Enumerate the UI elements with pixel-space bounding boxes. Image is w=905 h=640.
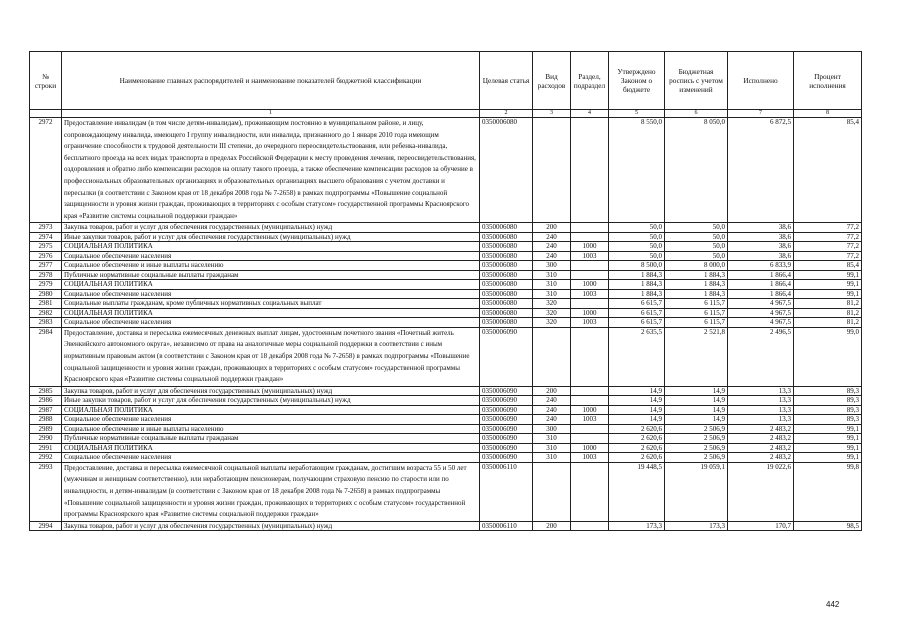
row-approved: 14,9	[609, 415, 665, 425]
row-number: 2982	[30, 308, 62, 318]
row-budget-roster: 6 115,7	[665, 299, 728, 309]
header-approved: Утверждено Законом о бюджете	[609, 52, 665, 110]
row-name: Публичные нормативные социальные выплаты гражданам	[62, 434, 480, 444]
row-section: 1000	[571, 308, 609, 318]
row-percent: 81,2	[794, 318, 862, 328]
row-section: 1003	[571, 453, 609, 463]
row-approved: 14,9	[609, 396, 665, 406]
row-number: 2980	[30, 289, 62, 299]
row-expense-type: 240	[533, 396, 571, 406]
row-percent: 89,3	[794, 405, 862, 415]
row-name: Закупка товаров, работ и услуг для обеспечения государственных (муниципальных) нужд	[62, 386, 480, 396]
row-section	[571, 299, 609, 309]
row-executed: 170,7	[728, 521, 794, 531]
row-section: 1003	[571, 251, 609, 261]
row-approved: 50,0	[609, 232, 665, 242]
row-approved: 6 615,7	[609, 318, 665, 328]
row-expense-type	[533, 462, 571, 521]
row-executed: 1 866,4	[728, 270, 794, 280]
row-executed: 4 967,5	[728, 318, 794, 328]
row-number: 2983	[30, 318, 62, 328]
table-row	[30, 118, 862, 223]
row-target-article: 0350006090	[480, 327, 533, 386]
row-budget-roster: 50,0	[665, 232, 728, 242]
row-approved: 173,3	[609, 521, 665, 531]
row-approved: 1 884,3	[609, 289, 665, 299]
row-approved: 2 620,6	[609, 453, 665, 463]
row-budget-roster: 2 506,9	[665, 424, 728, 434]
row-number: 2984	[30, 327, 62, 386]
table-row	[30, 261, 862, 271]
row-name: Иные закупки товаров, работ и услуг для обеспечения государственных (муниципальных) нужд	[62, 396, 480, 406]
row-executed: 2 483,2	[728, 424, 794, 434]
row-budget-roster: 8 050,0	[665, 118, 728, 223]
table-row	[30, 280, 862, 290]
row-executed: 6 872,5	[728, 118, 794, 223]
column-number: 1	[62, 110, 480, 118]
row-number: 2985	[30, 386, 62, 396]
row-target-article: 0350006110	[480, 521, 533, 531]
row-name: Предоставление, доставка и пересылка ежемесячных денежных выплат лицам, удостоенным почетного звания «Почетный житель Эвенкийского автономного округа», независимо от права на аналогичные меры социальной поддержки в соответствии с иным нормативным правовым актом (в соответствии с Законом края от 18 декабря 2008 года № 7-2658) в рамках подпрограммы «Повышение социальной защищенности и уровня жизни граждан, проживающих в территориях с особым статусом» государственной программы Красноярского края «Развитие системы социальной поддержки граждан»	[62, 327, 480, 386]
row-budget-roster: 2 506,9	[665, 434, 728, 444]
row-number: 2986	[30, 396, 62, 406]
row-section: 1000	[571, 242, 609, 252]
row-expense-type: 200	[533, 223, 571, 233]
row-approved: 8 550,0	[609, 118, 665, 223]
row-expense-type: 200	[533, 521, 571, 531]
row-percent: 81,2	[794, 308, 862, 318]
row-expense-type: 320	[533, 318, 571, 328]
row-number: 2975	[30, 242, 62, 252]
row-approved: 19 448,5	[609, 462, 665, 521]
row-name: СОЦИАЛЬНАЯ ПОЛИТИКА	[62, 443, 480, 453]
row-executed: 2 483,2	[728, 453, 794, 463]
header-section: Раздел, подраздел	[571, 52, 609, 110]
row-expense-type	[533, 327, 571, 386]
row-executed: 6 833,9	[728, 261, 794, 271]
table-row	[30, 251, 862, 261]
row-expense-type: 240	[533, 405, 571, 415]
row-target-article: 0350006080	[480, 318, 533, 328]
row-target-article: 0350006080	[480, 270, 533, 280]
row-number: 2990	[30, 434, 62, 444]
row-name: Социальное обеспечение и иные выплаты населению	[62, 424, 480, 434]
row-target-article: 0350006090	[480, 415, 533, 425]
row-executed: 19 022,6	[728, 462, 794, 521]
row-expense-type: 310	[533, 434, 571, 444]
row-section	[571, 434, 609, 444]
table-row	[30, 318, 862, 328]
row-percent: 89,3	[794, 396, 862, 406]
row-expense-type	[533, 118, 571, 223]
row-name: Социальное обеспечение и иные выплаты населению	[62, 261, 480, 271]
row-executed: 1 866,4	[728, 280, 794, 290]
table-row	[30, 434, 862, 444]
row-number: 2974	[30, 232, 62, 242]
row-executed: 13,3	[728, 415, 794, 425]
row-percent: 99,8	[794, 462, 862, 521]
column-number: 7	[728, 110, 794, 118]
row-target-article: 0350006080	[480, 242, 533, 252]
row-number: 2993	[30, 462, 62, 521]
row-number: 2976	[30, 251, 62, 261]
row-expense-type: 320	[533, 299, 571, 309]
row-section	[571, 232, 609, 242]
row-percent: 98,5	[794, 521, 862, 531]
row-budget-roster: 14,9	[665, 415, 728, 425]
row-section	[571, 386, 609, 396]
row-expense-type: 310	[533, 453, 571, 463]
row-target-article: 0350006090	[480, 453, 533, 463]
column-number: 2	[480, 110, 533, 118]
row-section	[571, 118, 609, 223]
row-percent: 99,1	[794, 270, 862, 280]
row-name: Публичные нормативные социальные выплаты гражданам	[62, 270, 480, 280]
row-target-article: 0350006090	[480, 443, 533, 453]
row-number: 2994	[30, 521, 62, 531]
row-section: 1003	[571, 318, 609, 328]
table-row	[30, 462, 862, 521]
row-section	[571, 396, 609, 406]
row-expense-type: 300	[533, 424, 571, 434]
row-approved: 50,0	[609, 251, 665, 261]
row-approved: 1 884,3	[609, 270, 665, 280]
column-number: 3	[533, 110, 571, 118]
row-budget-roster: 8 000,0	[665, 261, 728, 271]
row-number: 2972	[30, 118, 62, 223]
table-row	[30, 299, 862, 309]
row-section	[571, 327, 609, 386]
row-name: Социальные выплаты гражданам, кроме публичных нормативных социальных выплат	[62, 299, 480, 309]
row-section: 1000	[571, 405, 609, 415]
page-number: 442	[826, 600, 840, 609]
row-approved: 1 884,3	[609, 280, 665, 290]
row-target-article: 0350006090	[480, 405, 533, 415]
row-expense-type: 320	[533, 308, 571, 318]
row-approved: 2 620,6	[609, 443, 665, 453]
row-section	[571, 270, 609, 280]
row-number: 2977	[30, 261, 62, 271]
header-row	[30, 52, 862, 110]
table-body	[30, 118, 862, 531]
row-percent: 77,2	[794, 232, 862, 242]
row-approved: 2 620,6	[609, 424, 665, 434]
row-name: Социальное обеспечение населения	[62, 289, 480, 299]
row-percent: 99,0	[794, 327, 862, 386]
row-expense-type: 310	[533, 443, 571, 453]
row-percent: 89,3	[794, 386, 862, 396]
row-name: Предоставление инвалидам (в том числе детям-инвалидам), проживающим постоянно в муниципальном районе, и лицу, сопровождающему инвалида, имеющего I группу инвалидности, или инвалида, признанного до 1 января 2010 года имеющим ограничение способности к трудовой деятельности III степени, до очередного переосвидетельствования, или ребенка-инвалида, бесплатного проезда на всех видах транспорта в пределах Российской Федерации к месту проведения лечения, переосвидетельствования, оздоровления и обратно либо компенсации расходов на оплату такого проезда, а также обеспечение компенсации расходов за обучение в профессиональных образовательных организациях и образовательных организациях высшего образования с учетом доставки и пересылки (в соответствии с Законом края от 18 декабря 2008 года № 7-2658) в рамках подпрограммы «Повышение социальной защищенности и уровня жизни граждан, проживающих в территориях с особым статусом» государственной программы Красноярского края «Развитие системы социальной поддержки граждан»	[62, 118, 480, 223]
column-number-row	[30, 110, 862, 118]
row-percent: 89,3	[794, 415, 862, 425]
row-name: Закупка товаров, работ и услуг для обеспечения государственных (муниципальных) нужд	[62, 223, 480, 233]
row-expense-type: 240	[533, 251, 571, 261]
table-row	[30, 223, 862, 233]
row-section: 1003	[571, 289, 609, 299]
row-target-article: 0350006090	[480, 424, 533, 434]
row-name: Иные закупки товаров, работ и услуг для обеспечения государственных (муниципальных) нужд	[62, 232, 480, 242]
row-number: 2979	[30, 280, 62, 290]
row-approved: 14,9	[609, 405, 665, 415]
row-budget-roster: 173,3	[665, 521, 728, 531]
row-expense-type: 240	[533, 415, 571, 425]
table-row	[30, 396, 862, 406]
table-row	[30, 453, 862, 463]
row-expense-type: 310	[533, 270, 571, 280]
row-percent: 77,2	[794, 223, 862, 233]
row-number: 2992	[30, 453, 62, 463]
row-number: 2978	[30, 270, 62, 280]
column-number: 4	[571, 110, 609, 118]
row-executed: 4 967,5	[728, 299, 794, 309]
row-expense-type: 240	[533, 232, 571, 242]
row-section	[571, 462, 609, 521]
row-section	[571, 223, 609, 233]
row-section: 1000	[571, 443, 609, 453]
row-name: Социальное обеспечение населения	[62, 318, 480, 328]
row-target-article: 0350006080	[480, 232, 533, 242]
row-budget-roster: 19 059,1	[665, 462, 728, 521]
row-approved: 2 620,6	[609, 434, 665, 444]
column-number: 8	[794, 110, 862, 118]
table-row	[30, 308, 862, 318]
row-approved: 8 500,0	[609, 261, 665, 271]
row-budget-roster: 1 884,3	[665, 280, 728, 290]
row-executed: 38,6	[728, 242, 794, 252]
row-percent: 77,2	[794, 242, 862, 252]
row-executed: 1 866,4	[728, 289, 794, 299]
row-name: Предоставление, доставка и пересылка ежемесячной социальной выплаты неработающим гражданам, достигшим возраста 55 и 50 лет (мужчинам и женщинам соответственно), или неработающим пенсионерам, получающим страховую пенсию по старости или по инвалидности, и детям-инвалидам (в соответствии с Законом края от 18 декабря 2008 года № 7-2658) в рамках подпрограммы «Повышение социальной защищенности и уровня жизни граждан, проживающих в территориях с особым статусом» государственной программы Красноярского края «Развитие системы социальной поддержки граждан»	[62, 462, 480, 521]
row-expense-type: 240	[533, 242, 571, 252]
row-number: 2991	[30, 443, 62, 453]
budget-table-container	[29, 51, 861, 531]
row-section	[571, 521, 609, 531]
header-target-article: Целевая статья	[480, 52, 533, 110]
header-row-number: № строки	[30, 52, 62, 110]
row-budget-roster: 1 884,3	[665, 289, 728, 299]
row-executed: 2 483,2	[728, 434, 794, 444]
row-section: 1003	[571, 415, 609, 425]
header-budget-roster: Бюджетная роспись с учетом изменений	[665, 52, 728, 110]
row-percent: 85,4	[794, 261, 862, 271]
row-target-article: 0350006080	[480, 118, 533, 223]
row-approved: 2 635,5	[609, 327, 665, 386]
table-row	[30, 232, 862, 242]
row-approved: 50,0	[609, 223, 665, 233]
table-row	[30, 242, 862, 252]
row-budget-roster: 6 115,7	[665, 318, 728, 328]
row-approved: 50,0	[609, 242, 665, 252]
row-number: 2981	[30, 299, 62, 309]
budget-execution-table	[29, 51, 862, 531]
table-row	[30, 424, 862, 434]
row-percent: 99,1	[794, 280, 862, 290]
row-target-article: 0350006080	[480, 261, 533, 271]
row-budget-roster: 50,0	[665, 223, 728, 233]
row-target-article: 0350006080	[480, 251, 533, 261]
row-executed: 13,3	[728, 396, 794, 406]
row-budget-roster: 50,0	[665, 251, 728, 261]
header-percent: Процент исполнения	[794, 52, 862, 110]
row-percent: 81,2	[794, 299, 862, 309]
row-executed: 2 496,5	[728, 327, 794, 386]
row-percent: 77,2	[794, 251, 862, 261]
table-row	[30, 289, 862, 299]
row-percent: 99,1	[794, 289, 862, 299]
row-name: Закупка товаров, работ и услуг для обеспечения государственных (муниципальных) нужд	[62, 521, 480, 531]
row-budget-roster: 14,9	[665, 386, 728, 396]
row-target-article: 0350006080	[480, 308, 533, 318]
row-number: 2973	[30, 223, 62, 233]
row-expense-type: 200	[533, 386, 571, 396]
table-row	[30, 443, 862, 453]
table-row	[30, 327, 862, 386]
row-executed: 13,3	[728, 405, 794, 415]
row-name: СОЦИАЛЬНАЯ ПОЛИТИКА	[62, 405, 480, 415]
row-target-article: 0350006110	[480, 462, 533, 521]
row-percent: 99,1	[794, 424, 862, 434]
row-expense-type: 310	[533, 289, 571, 299]
header-name: Наименование главных распорядителей и наименование показателей бюджетной классификации	[62, 52, 480, 110]
row-budget-roster: 1 884,3	[665, 270, 728, 280]
row-section	[571, 261, 609, 271]
row-section	[571, 424, 609, 434]
row-budget-roster: 14,9	[665, 405, 728, 415]
row-budget-roster: 2 506,9	[665, 453, 728, 463]
row-expense-type: 300	[533, 261, 571, 271]
row-target-article: 0350006090	[480, 386, 533, 396]
row-target-article: 0350006090	[480, 396, 533, 406]
table-row	[30, 521, 862, 531]
row-percent: 85,4	[794, 118, 862, 223]
row-approved: 6 615,7	[609, 299, 665, 309]
row-target-article: 0350006080	[480, 299, 533, 309]
row-section: 1000	[571, 280, 609, 290]
row-budget-roster: 6 115,7	[665, 308, 728, 318]
row-executed: 2 483,2	[728, 443, 794, 453]
row-name: Социальное обеспечение населения	[62, 453, 480, 463]
column-number: 6	[665, 110, 728, 118]
row-target-article: 0350006080	[480, 289, 533, 299]
row-name: СОЦИАЛЬНАЯ ПОЛИТИКА	[62, 280, 480, 290]
row-budget-roster: 2 521,8	[665, 327, 728, 386]
row-target-article: 0350006080	[480, 280, 533, 290]
row-number: 2987	[30, 405, 62, 415]
header-executed: Исполнено	[728, 52, 794, 110]
row-budget-roster: 2 506,9	[665, 443, 728, 453]
row-approved: 14,9	[609, 386, 665, 396]
header-expense-type: Вид расходов	[533, 52, 571, 110]
column-number-blank	[30, 110, 62, 118]
row-executed: 13,3	[728, 386, 794, 396]
row-name: СОЦИАЛЬНАЯ ПОЛИТИКА	[62, 308, 480, 318]
row-number: 2989	[30, 424, 62, 434]
table-row	[30, 405, 862, 415]
row-percent: 99,1	[794, 453, 862, 463]
row-target-article: 0350006090	[480, 434, 533, 444]
row-name: Социальное обеспечение населения	[62, 251, 480, 261]
row-approved: 6 615,7	[609, 308, 665, 318]
row-executed: 38,6	[728, 232, 794, 242]
row-percent: 99,1	[794, 443, 862, 453]
row-target-article: 0350006080	[480, 223, 533, 233]
row-name: Социальное обеспечение населения	[62, 415, 480, 425]
row-budget-roster: 14,9	[665, 396, 728, 406]
table-row	[30, 386, 862, 396]
row-executed: 38,6	[728, 223, 794, 233]
column-number: 5	[609, 110, 665, 118]
table-row	[30, 415, 862, 425]
row-executed: 4 967,5	[728, 308, 794, 318]
row-expense-type: 310	[533, 280, 571, 290]
table-row	[30, 270, 862, 280]
row-name: СОЦИАЛЬНАЯ ПОЛИТИКА	[62, 242, 480, 252]
row-percent: 99,1	[794, 434, 862, 444]
row-executed: 38,6	[728, 251, 794, 261]
row-number: 2988	[30, 415, 62, 425]
row-budget-roster: 50,0	[665, 242, 728, 252]
